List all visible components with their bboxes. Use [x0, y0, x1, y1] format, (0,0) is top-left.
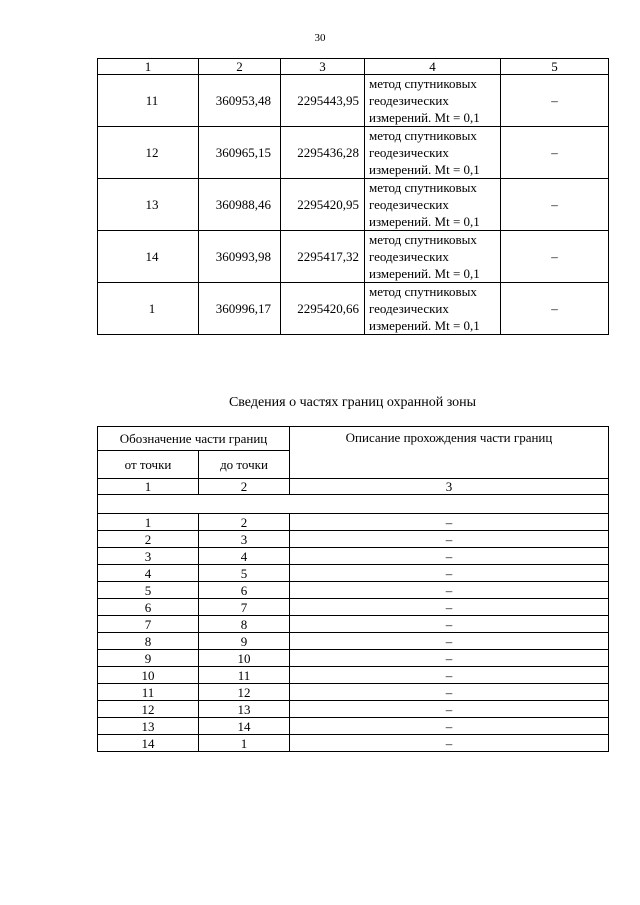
point-number-cell: 11 [98, 75, 199, 127]
blank-cell [98, 495, 609, 514]
y-coordinate-cell: 2295420,95 [281, 179, 365, 231]
note-cell: – [501, 283, 609, 335]
table-row [98, 514, 609, 531]
table-row [98, 582, 609, 599]
table-header-row [98, 59, 609, 75]
table-row [98, 531, 609, 548]
method-line: измерений. Mt = 0,1 [369, 110, 480, 125]
method-line: геодезических [369, 145, 449, 160]
table-header-row [98, 427, 609, 451]
method-line: метод спутниковых [369, 128, 477, 143]
description-cell: – [290, 599, 609, 616]
table-row [98, 684, 609, 701]
header-from-point: от точки [98, 451, 199, 479]
method-line: метод спутниковых [369, 76, 477, 91]
note-cell: – [501, 127, 609, 179]
method-cell [365, 283, 501, 335]
y-coordinate-cell: 2295436,28 [281, 127, 365, 179]
column-number: 1 [98, 59, 199, 75]
x-coordinate-cell: 360996,17 [199, 283, 281, 335]
from-point-cell: 11 [98, 684, 199, 701]
method-line: геодезических [369, 301, 449, 316]
note-cell: – [501, 231, 609, 283]
column-number: 5 [501, 59, 609, 75]
to-point-cell: 7 [199, 599, 290, 616]
page-number: 30 [314, 32, 326, 44]
table-row [98, 599, 609, 616]
method-line: метод спутниковых [369, 232, 477, 247]
description-cell: – [290, 650, 609, 667]
note-cell: – [501, 179, 609, 231]
to-point-cell: 9 [199, 633, 290, 650]
column-number: 2 [199, 59, 281, 75]
header-boundary-part: Обозначение части границ [98, 427, 290, 451]
method-cell [365, 231, 501, 283]
header-description: Описание прохождения части границ [290, 427, 609, 479]
x-coordinate-cell: 360953,48 [199, 75, 281, 127]
from-point-cell: 3 [98, 548, 199, 565]
table-row [98, 616, 609, 633]
to-point-cell: 10 [199, 650, 290, 667]
description-cell: – [290, 582, 609, 599]
from-point-cell: 14 [98, 735, 199, 752]
from-point-cell: 12 [98, 701, 199, 718]
method-line: метод спутниковых [369, 284, 477, 299]
method-cell [365, 75, 501, 127]
from-point-cell: 6 [98, 599, 199, 616]
description-cell: – [290, 667, 609, 684]
coordinates-table [97, 58, 609, 335]
column-number: 1 [98, 479, 199, 495]
table-row [98, 565, 609, 582]
method-cell [365, 127, 501, 179]
x-coordinate-cell: 360993,98 [199, 231, 281, 283]
column-number: 2 [199, 479, 290, 495]
point-number-cell: 13 [98, 179, 199, 231]
to-point-cell: 8 [199, 616, 290, 633]
y-coordinate-cell: 2295417,32 [281, 231, 365, 283]
description-cell: – [290, 616, 609, 633]
table-row [98, 735, 609, 752]
column-number: 4 [365, 59, 501, 75]
from-point-cell: 5 [98, 582, 199, 599]
table-row [98, 548, 609, 565]
to-point-cell: 3 [199, 531, 290, 548]
column-number: 3 [290, 479, 609, 495]
description-cell: – [290, 565, 609, 582]
description-cell: – [290, 735, 609, 752]
table-row [98, 75, 609, 127]
table-row [98, 231, 609, 283]
blank-row [98, 495, 609, 514]
description-cell: – [290, 633, 609, 650]
to-point-cell: 5 [199, 565, 290, 582]
method-cell [365, 179, 501, 231]
table-row [98, 667, 609, 684]
point-number-cell: 14 [98, 231, 199, 283]
point-number-cell: 1 [98, 283, 199, 335]
to-point-cell: 2 [199, 514, 290, 531]
to-point-cell: 13 [199, 701, 290, 718]
column-numbers-row [98, 479, 609, 495]
to-point-cell: 4 [199, 548, 290, 565]
from-point-cell: 4 [98, 565, 199, 582]
from-point-cell: 7 [98, 616, 199, 633]
to-point-cell: 6 [199, 582, 290, 599]
method-line: геодезических [369, 93, 449, 108]
method-line: геодезических [369, 249, 449, 264]
method-line: измерений. Mt = 0,1 [369, 162, 480, 177]
boundary-parts-table [97, 426, 609, 752]
description-cell: – [290, 531, 609, 548]
note-cell: – [501, 75, 609, 127]
table-row [98, 650, 609, 667]
section-title: Сведения о частях границ охранной зоны [228, 395, 477, 410]
from-point-cell: 2 [98, 531, 199, 548]
column-number: 3 [281, 59, 365, 75]
table-row [98, 633, 609, 650]
table-row [98, 127, 609, 179]
point-number-cell: 12 [98, 127, 199, 179]
x-coordinate-cell: 360965,15 [199, 127, 281, 179]
header-to-point: до точки [199, 451, 290, 479]
from-point-cell: 13 [98, 718, 199, 735]
table-row [98, 283, 609, 335]
description-cell: – [290, 514, 609, 531]
method-line: метод спутниковых [369, 180, 477, 195]
x-coordinate-cell: 360988,46 [199, 179, 281, 231]
table-row [98, 718, 609, 735]
method-line: геодезических [369, 197, 449, 212]
from-point-cell: 1 [98, 514, 199, 531]
description-cell: – [290, 701, 609, 718]
table-row [98, 701, 609, 718]
to-point-cell: 1 [199, 735, 290, 752]
from-point-cell: 8 [98, 633, 199, 650]
from-point-cell: 9 [98, 650, 199, 667]
to-point-cell: 11 [199, 667, 290, 684]
to-point-cell: 12 [199, 684, 290, 701]
method-line: измерений. Mt = 0,1 [369, 318, 480, 333]
y-coordinate-cell: 2295420,66 [281, 283, 365, 335]
to-point-cell: 14 [199, 718, 290, 735]
method-line: измерений. Mt = 0,1 [369, 214, 480, 229]
method-line: измерений. Mt = 0,1 [369, 266, 480, 281]
description-cell: – [290, 548, 609, 565]
table-row [98, 179, 609, 231]
y-coordinate-cell: 2295443,95 [281, 75, 365, 127]
from-point-cell: 10 [98, 667, 199, 684]
description-cell: – [290, 718, 609, 735]
description-cell: – [290, 684, 609, 701]
